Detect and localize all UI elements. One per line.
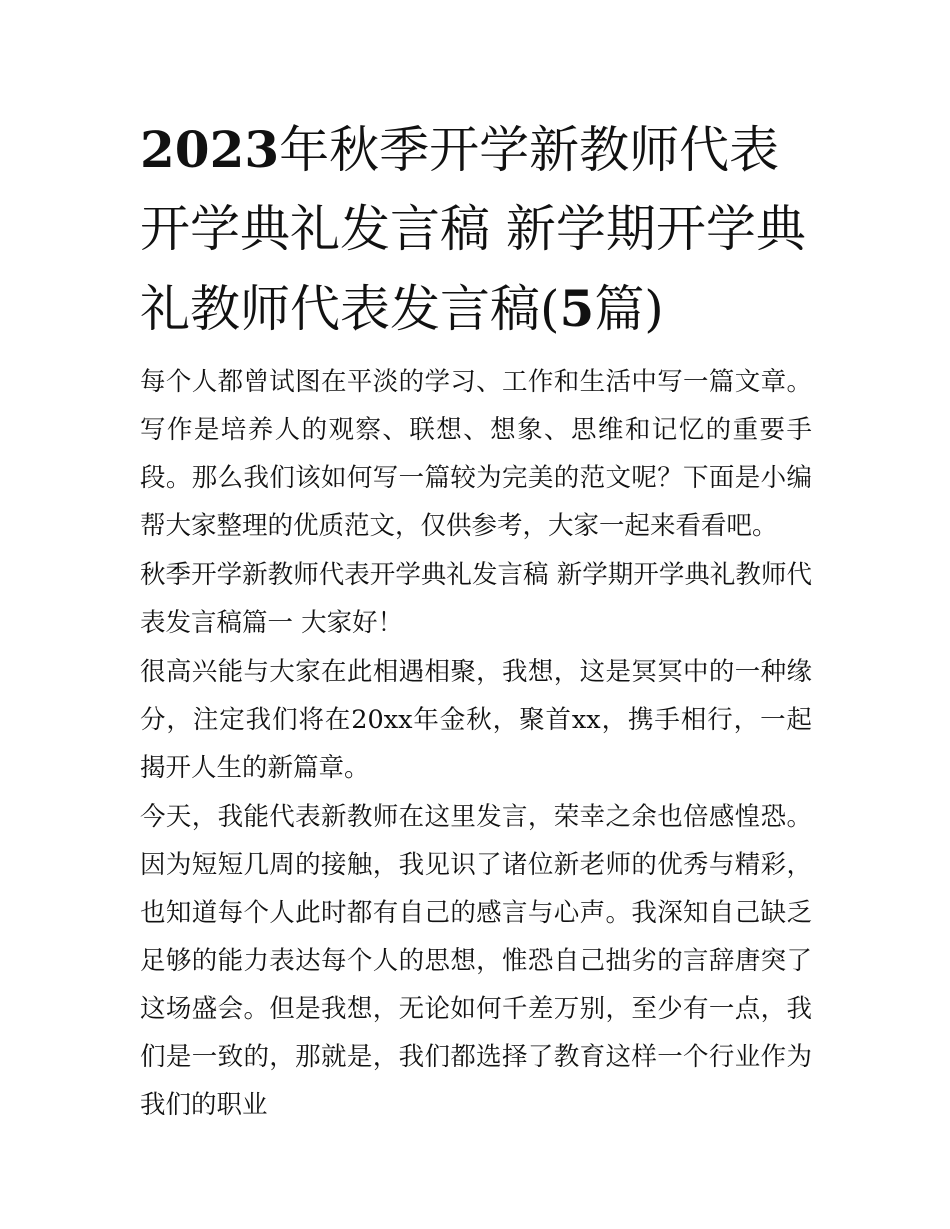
paragraph-main: 今天，我能代表新教师在这里发言，荣幸之余也倍感惶恐。因为短短几周的接触，我见识了诸位新老师的优秀与精彩，也知道每个人此时都有自己的感言与心声。我深知自己缺乏足够的能力表达每个人的思想，惟恐自己拙劣的言辞唐突了这场盛会。但是我想，无论如何千差万别，至少有一点，我们是一致的，那就是，我们都选择了教育这样一个行业作为我们的职业 [140, 802, 812, 1120]
document-body [140, 358, 812, 1129]
title-main: 年秋季开学新教师代表开学典礼发言稿 新学期开学典礼教师代表发言稿( [140, 121, 806, 338]
paragraph-heading: 秋季开学新教师代表开学典礼发言稿 新学期开学典礼教师代表发言稿篇一 大家好！ [140, 560, 812, 638]
title-count: 5 [559, 279, 595, 338]
document-title [140, 110, 812, 349]
title-year: 2023 [140, 120, 280, 179]
paragraph-greeting: 很高兴能与大家在此相遇相聚，我想，这是冥冥中的一种缘分，注定我们将在20xx年金秋，聚首xx，携手相行，一起揭开人生的新篇章。 [140, 657, 812, 783]
paragraph-intro: 每个人都曾试图在平淡的学习、工作和生活中写一篇文章。写作是培养人的观察、联想、想象、思维和记忆的重要手段。那么我们该如何写一篇较为完美的范文呢？下面是小编帮大家整理的优质范文，仅供参考，大家一起来看看吧。 [140, 367, 812, 541]
title-end: 篇) [594, 280, 664, 338]
